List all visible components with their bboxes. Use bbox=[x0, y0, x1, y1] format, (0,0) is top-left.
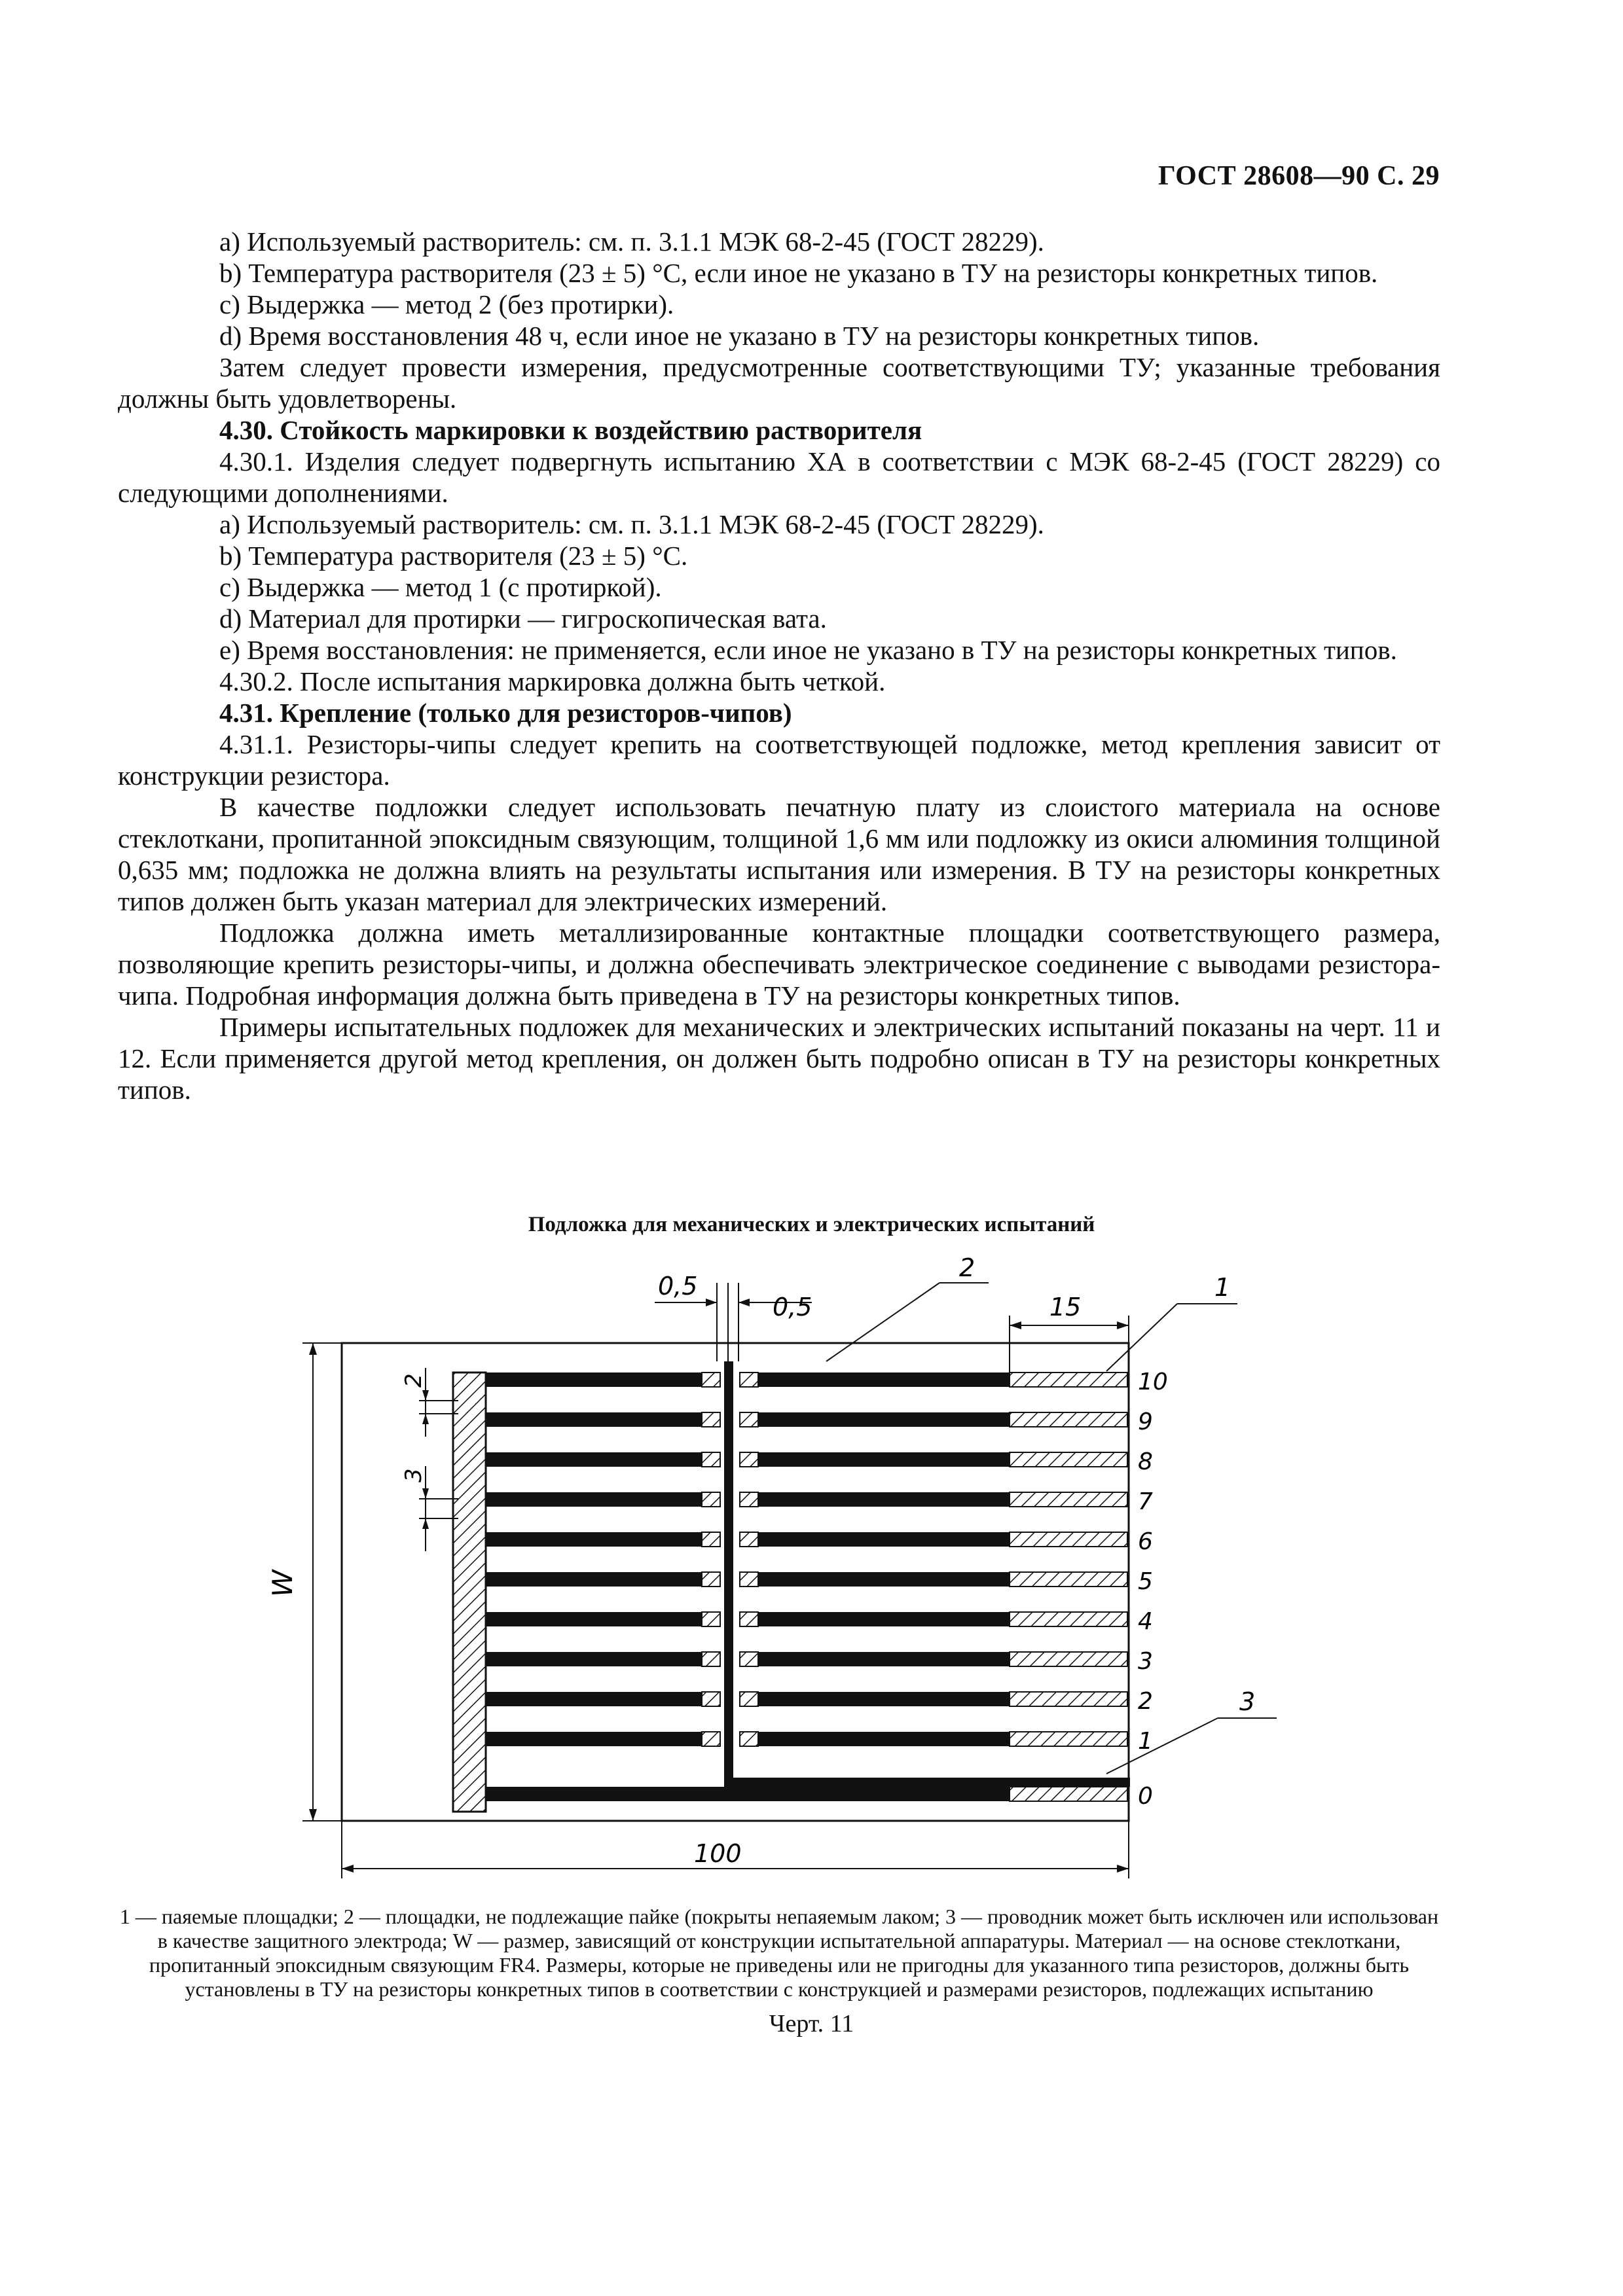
left-strip bbox=[486, 1372, 702, 1387]
callout-3: 3 bbox=[1239, 1687, 1256, 1716]
right-strip bbox=[758, 1692, 1010, 1706]
callout-2: 2 bbox=[959, 1253, 976, 1282]
right-strip bbox=[758, 1612, 1010, 1626]
figure-number: Черт. 11 bbox=[769, 2010, 854, 2037]
right-strip bbox=[758, 1492, 1010, 1507]
dim-pad: 15 bbox=[1049, 1293, 1082, 1321]
conductor-3 bbox=[724, 1361, 733, 1787]
row-label: 6 bbox=[1138, 1528, 1153, 1555]
paragraph: d) Материал для протирки — гигроскопическая вата. bbox=[219, 603, 827, 634]
dim-width: 100 bbox=[694, 1839, 742, 1868]
row-label: 2 bbox=[1138, 1688, 1153, 1715]
conductor-3-horizontal bbox=[724, 1778, 1130, 1787]
chip-pad-right bbox=[740, 1612, 758, 1626]
page-header: ГОСТ 28608—90 С. 29 bbox=[1158, 161, 1440, 191]
paragraph: d) Время восстановления 48 ч, если иное не указано в ТУ на резисторы конкретных типов. bbox=[219, 321, 1260, 351]
left-comb-pad bbox=[453, 1372, 486, 1812]
paragraph: е) Время восстановления: не применяется, если иное не указано в ТУ на резисторы конкретных типов. bbox=[219, 635, 1397, 665]
left-strip bbox=[486, 1412, 702, 1427]
left-strip bbox=[486, 1787, 702, 1801]
figure-title: Подложка для механических и электрических испытаний bbox=[528, 1213, 1095, 1236]
chip-pad-left bbox=[702, 1372, 720, 1387]
right-strip bbox=[758, 1452, 1010, 1467]
row-label: 8 bbox=[1138, 1448, 1153, 1475]
chip-pad-left bbox=[702, 1492, 720, 1507]
solder-pad bbox=[1010, 1452, 1127, 1467]
chip-pad-right bbox=[740, 1452, 758, 1467]
right-strip bbox=[758, 1572, 1010, 1587]
dim-strip: 2 bbox=[401, 1373, 427, 1388]
paragraph: Примеры испытательных подложек для механических и электрических испытаний показаны на черт. 11 и 12. Если применяется другой метод крепления, он должен быть подробно описан в ТУ на резисторы конкретных типов. bbox=[118, 1012, 1440, 1105]
row-labels bbox=[1138, 1369, 1168, 1810]
row-label: 1 bbox=[1138, 1728, 1153, 1755]
dim-top-right: 0,5 bbox=[773, 1293, 812, 1321]
substrate-drawing bbox=[0, 1244, 1623, 1898]
solder-pad bbox=[1010, 1787, 1127, 1801]
chip-pad-right bbox=[740, 1572, 758, 1587]
solder-pad bbox=[1010, 1692, 1127, 1706]
chip-pad-right bbox=[740, 1412, 758, 1427]
solder-pad bbox=[1010, 1412, 1127, 1427]
chip-pad-right bbox=[740, 1372, 758, 1387]
paragraph: с) Выдержка — метод 2 (без протирки). bbox=[219, 289, 674, 319]
chip-pad-left bbox=[702, 1452, 720, 1467]
chip-pad-right bbox=[740, 1692, 758, 1706]
solder-pad bbox=[1010, 1652, 1127, 1666]
chip-pad-right bbox=[740, 1532, 758, 1547]
paragraph: 4.30.2. После испытания маркировка должна быть четкой. bbox=[219, 666, 886, 696]
chip-pad-left bbox=[702, 1732, 720, 1746]
chip-pad-right bbox=[740, 1732, 758, 1746]
row-label: 3 bbox=[1138, 1648, 1153, 1675]
left-strip bbox=[486, 1492, 702, 1507]
chip-pad-left bbox=[702, 1692, 720, 1706]
solder-pad bbox=[1010, 1732, 1127, 1746]
solder-pad bbox=[1010, 1532, 1127, 1547]
right-strip bbox=[758, 1532, 1010, 1547]
row-label: 4 bbox=[1138, 1608, 1153, 1635]
solder-pad bbox=[1010, 1572, 1127, 1587]
row-label: 0 bbox=[1138, 1783, 1153, 1810]
paragraph: а) Используемый растворитель: см. п. 3.1.1 МЭК 68-2-45 (ГОСТ 28229). bbox=[219, 226, 1044, 257]
row-label: 7 bbox=[1138, 1488, 1153, 1515]
left-strip bbox=[486, 1652, 702, 1666]
paragraph: 4.30. Стойкость маркировки к воздействию растворителя bbox=[219, 415, 922, 445]
paragraph: Подложка должна иметь металлизированные контактные площадки соответствующего размера, позволяющие крепить резисторы-чипы, и должна обеспечивать электрическое соединение с выводами резистора-чипа. Подробная информация должна быть приведена в ТУ на резисторы конкретных типов. bbox=[118, 918, 1440, 1011]
left-strip bbox=[486, 1612, 702, 1626]
left-strip bbox=[486, 1532, 702, 1547]
paragraph: b) Температура растворителя (23 ± 5) °С. bbox=[219, 541, 688, 571]
row-label: 9 bbox=[1138, 1408, 1153, 1435]
paragraph: а) Используемый растворитель: см. п. 3.1.1 МЭК 68-2-45 (ГОСТ 28229). bbox=[219, 509, 1044, 539]
paragraph: В качестве подложки следует использовать печатную плату из слоистого материала на основе стеклоткани, пропитанной эпоксидным связующим, толщиной 1,6 мм или подложку из окиси алюминия толщиной 0,635 мм; подложка не должна влиять на результаты испытания или измерения. В ТУ на резисторы конкретных типов должен быть указан материал для электрических измерений. bbox=[118, 792, 1440, 916]
solder-pad bbox=[1010, 1492, 1127, 1507]
chip-pad-left bbox=[702, 1412, 720, 1427]
paragraph: 4.31.1. Резисторы-чипы следует крепить на соответствующей подложке, метод крепления зависит от конструкции резистора. bbox=[118, 729, 1440, 791]
solder-pad bbox=[1010, 1612, 1127, 1626]
left-strip bbox=[486, 1692, 702, 1706]
bottom-strip bbox=[702, 1787, 1010, 1801]
paragraph: 4.30.1. Изделия следует подвергнуть испытанию ХА в соответствии с МЭК 68-2-45 (ГОСТ 28229) со следующими дополнениями. bbox=[118, 446, 1440, 508]
left-strip bbox=[486, 1732, 702, 1746]
figure-caption: 1 — паяемые площадки; 2 — площадки, не подлежащие пайке (покрыты непаяемым лаком; 3 — проводник может быть исключен или использован в качестве защитного электрода; W — размер, зависящий от конструкции испытательной аппаратуры. Материал — на основе стеклоткани, пропитанный эпоксидным связующим FR4. Размеры, которые не приведены или не пригодны для указанного типа резисторов, должны быть установлены в ТУ на резисторы конкретных типов в соответствии с конструкцией и размерами резисторов, подлежащих испытанию bbox=[119, 1905, 1439, 2001]
chip-pad-left bbox=[702, 1572, 720, 1587]
row-label: 10 bbox=[1138, 1369, 1168, 1395]
paragraph: с) Выдержка — метод 1 (с протиркой). bbox=[219, 572, 662, 602]
chip-pad-left bbox=[702, 1532, 720, 1547]
callout-1: 1 bbox=[1214, 1273, 1231, 1302]
chip-pad-left bbox=[702, 1612, 720, 1626]
paragraph: Затем следует провести измерения, предусмотренные соответствующими ТУ; указанные требования должны быть удовлетворены. bbox=[118, 352, 1440, 414]
chip-pad-right bbox=[740, 1492, 758, 1507]
chip-pad-left bbox=[702, 1652, 720, 1666]
pad-strips bbox=[486, 1372, 1127, 1801]
right-strip bbox=[758, 1732, 1010, 1746]
right-strip bbox=[758, 1372, 1010, 1387]
solder-pad bbox=[1010, 1372, 1127, 1387]
paragraph: b) Температура растворителя (23 ± 5) °С, если иное не указано в ТУ на резисторы конкретных типов. bbox=[219, 258, 1378, 288]
dim-top-left: 0,5 bbox=[658, 1272, 698, 1300]
body-text bbox=[118, 226, 1440, 1105]
row-label: 5 bbox=[1138, 1568, 1153, 1595]
dim-height: W bbox=[266, 1570, 299, 1597]
right-strip bbox=[758, 1412, 1010, 1427]
chip-pad-right bbox=[740, 1652, 758, 1666]
right-strip bbox=[758, 1652, 1010, 1666]
dim-gap: 3 bbox=[401, 1468, 427, 1482]
left-strip bbox=[486, 1572, 702, 1587]
left-strip bbox=[486, 1452, 702, 1467]
paragraph: 4.31. Крепление (только для резисторов-чипов) bbox=[219, 698, 792, 728]
